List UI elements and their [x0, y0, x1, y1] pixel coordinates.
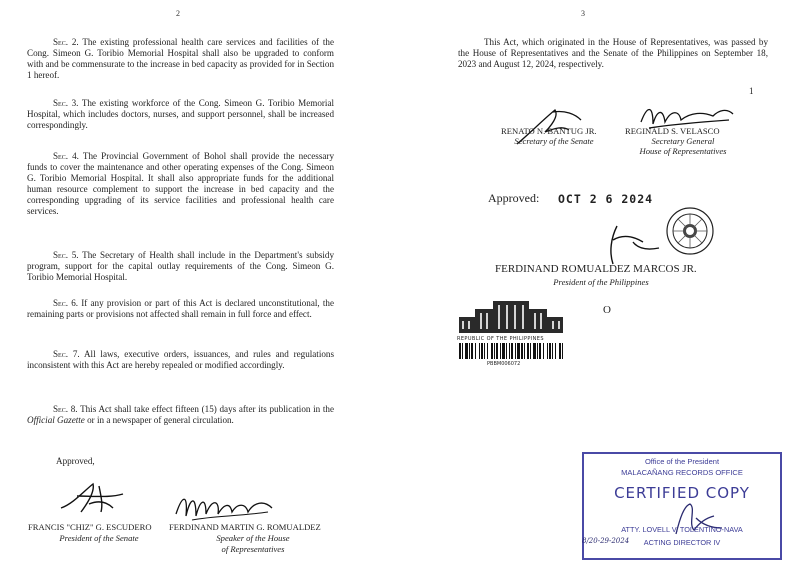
- section-label: Sec. 8.: [53, 404, 78, 414]
- escudero-signature: [55, 478, 130, 516]
- barcode-bar: [547, 343, 548, 359]
- barcode-bar: [484, 343, 485, 359]
- barcode-bar: [543, 343, 544, 359]
- stamp-handwritten-date: 8/20-29-2024: [582, 537, 630, 545]
- stamp-officer-name: ATTY. LOVELL V. TOLENTINO-NAVA: [621, 525, 743, 534]
- president-title: President of the Philippines: [553, 277, 649, 287]
- stamp-officer-role: ACTING DIRECTOR IV: [643, 538, 721, 547]
- barcode-bar: [506, 343, 507, 359]
- stamp-records-office: MALACAÑANG RECORDS OFFICE: [621, 468, 743, 477]
- barcode-bar: [509, 343, 510, 359]
- stamp-office: Office of the President: [644, 457, 720, 466]
- senate-secretary-title: Secretary of the Senate: [514, 136, 594, 146]
- section-6: [27, 298, 334, 320]
- house-speaker-title-2: of Representatives: [221, 544, 285, 554]
- gazette-name: Official Gazette: [27, 415, 85, 425]
- section-text: This Act shall take effect fifteen (15) days after its publication in the: [80, 404, 335, 414]
- barcode-bar: [465, 343, 468, 359]
- house-speaker-title-1: Speaker of the House: [216, 533, 290, 543]
- senate-president-title: President of the Senate: [59, 533, 139, 543]
- barcode-bar: [555, 343, 556, 359]
- certified-copy-stamp: [582, 452, 782, 560]
- section-label: Sec. 2.: [53, 37, 79, 47]
- house-secretary-name: REGINALD S. VELASCO: [625, 126, 720, 136]
- section-text: The existing professional health care services and facilities of the Cong. Simeon G. Toribio Memorial Hospital shall also be upgraded to conform with and be commensurate to the increase in bed capacity as provided for in Section 1 hereof.: [27, 37, 334, 80]
- page-number-right: 3: [581, 9, 585, 18]
- barcode-bar: [539, 343, 541, 359]
- barcode-bar: [469, 343, 470, 359]
- barcode-bar: [459, 343, 461, 359]
- barcode-bar: [462, 343, 463, 359]
- page-number-left: 2: [176, 9, 180, 18]
- barcode-bar: [552, 343, 553, 359]
- barcode-bar: [521, 343, 523, 359]
- approval-date-stamp: OCT 2 6 2024: [558, 192, 654, 206]
- barcode-bar: [537, 343, 538, 359]
- barcode-bar: [562, 343, 563, 359]
- section-text: The existing workforce of the Cong. Simeon G. Toribio Memorial Hospital, which includes doctors, nurses, and support personnel, shall be increased correspondingly.: [27, 98, 335, 130]
- approved-label-right: Approved:: [488, 191, 540, 205]
- section-label: Sec. 3.: [53, 98, 79, 108]
- section-8: [27, 404, 334, 426]
- barcode-bar: [481, 343, 483, 359]
- house-speaker-name: FERDINAND MARTIN G. ROMUALDEZ: [169, 522, 321, 532]
- section-3: [27, 98, 334, 131]
- barcode-bar: [527, 343, 529, 359]
- barcode-bar: [475, 343, 476, 359]
- malacanang-palace-icon: [457, 295, 565, 335]
- barcode-number: PBBM006072: [487, 361, 521, 367]
- section-text: The Provincial Government of Bohol shall provide the necessary funds to cover the maintenance and other operating expenses of the Cong. Simeon G. Toribio Memorial Hospital. It shall also appropriate funds for the additional human resource complement to support the increase in bed capacity and the corresponding upgrading of its service facilities and professional health care services.: [27, 151, 334, 216]
- barcode-bar: [500, 343, 501, 359]
- margin-mark: O: [603, 304, 611, 316]
- republic-label: REPUBLIC OF THE PHILIPPINES: [457, 336, 544, 342]
- barcode-bar: [549, 343, 551, 359]
- passage-paragraph: This Act, which originated in the House of Representatives, was passed by the House of Representatives and the Senate of the Philippines on September 18, 2023 and August 12, 2024, respectively.: [458, 37, 768, 69]
- section-5: [27, 250, 334, 283]
- house-secretary-title-1: Secretary General: [651, 136, 715, 146]
- barcode-bar: [533, 343, 536, 359]
- barcode-bar: [479, 343, 480, 359]
- barcode-bar: [511, 343, 513, 359]
- document-barcode: [459, 343, 565, 359]
- section-label: Sec. 7.: [53, 349, 80, 359]
- barcode-bar: [487, 343, 488, 359]
- house-secretary-title-2: House of Representatives: [639, 146, 727, 156]
- margin-mark: 1: [749, 86, 754, 96]
- barcode-bar: [494, 343, 495, 359]
- marcos-signature: [603, 220, 673, 268]
- section-text: All laws, executive orders, issuances, and rules and regulations inconsistent with this Act are hereby repealed or modified accordingly.: [27, 349, 334, 370]
- barcode-bar: [524, 343, 525, 359]
- barcode-bar: [517, 343, 520, 359]
- section-4: [27, 151, 334, 217]
- romualdez-signature: [172, 486, 282, 526]
- approved-label-left: Approved,: [56, 456, 95, 466]
- stamp-certified-title: CERTIFIED COPY: [614, 484, 750, 502]
- section-2: [27, 37, 334, 81]
- barcode-bar: [502, 343, 505, 359]
- barcode-bar: [496, 343, 498, 359]
- section-text: or in a newspaper of general circulation.: [87, 415, 234, 425]
- barcode-bar: [515, 343, 516, 359]
- barcode-bar: [559, 343, 561, 359]
- section-text: If any provision or part of this Act is declared unconstitutional, the remaining parts or provisions not affected shall remain in full force and effect.: [27, 298, 334, 319]
- senate-secretary-name: RENATO N. BANTUG JR.: [501, 126, 597, 136]
- president-name: FERDINAND ROMUALDEZ MARCOS JR.: [495, 263, 697, 275]
- section-label: Sec. 5.: [53, 250, 79, 260]
- section-label: Sec. 4.: [53, 151, 79, 161]
- barcode-bar: [471, 343, 473, 359]
- section-text: The Secretary of Health shall include in the Department's subsidy program, support for the capital outlay requirements of the Cong. Simeon G. Toribio Memorial Hospital.: [27, 250, 335, 282]
- barcode-bar: [530, 343, 531, 359]
- section-label: Sec. 6.: [53, 298, 79, 308]
- senate-president-name: FRANCIS "CHIZ" G. ESCUDERO: [28, 522, 152, 532]
- barcode-bar: [491, 343, 493, 359]
- section-7: [27, 349, 334, 371]
